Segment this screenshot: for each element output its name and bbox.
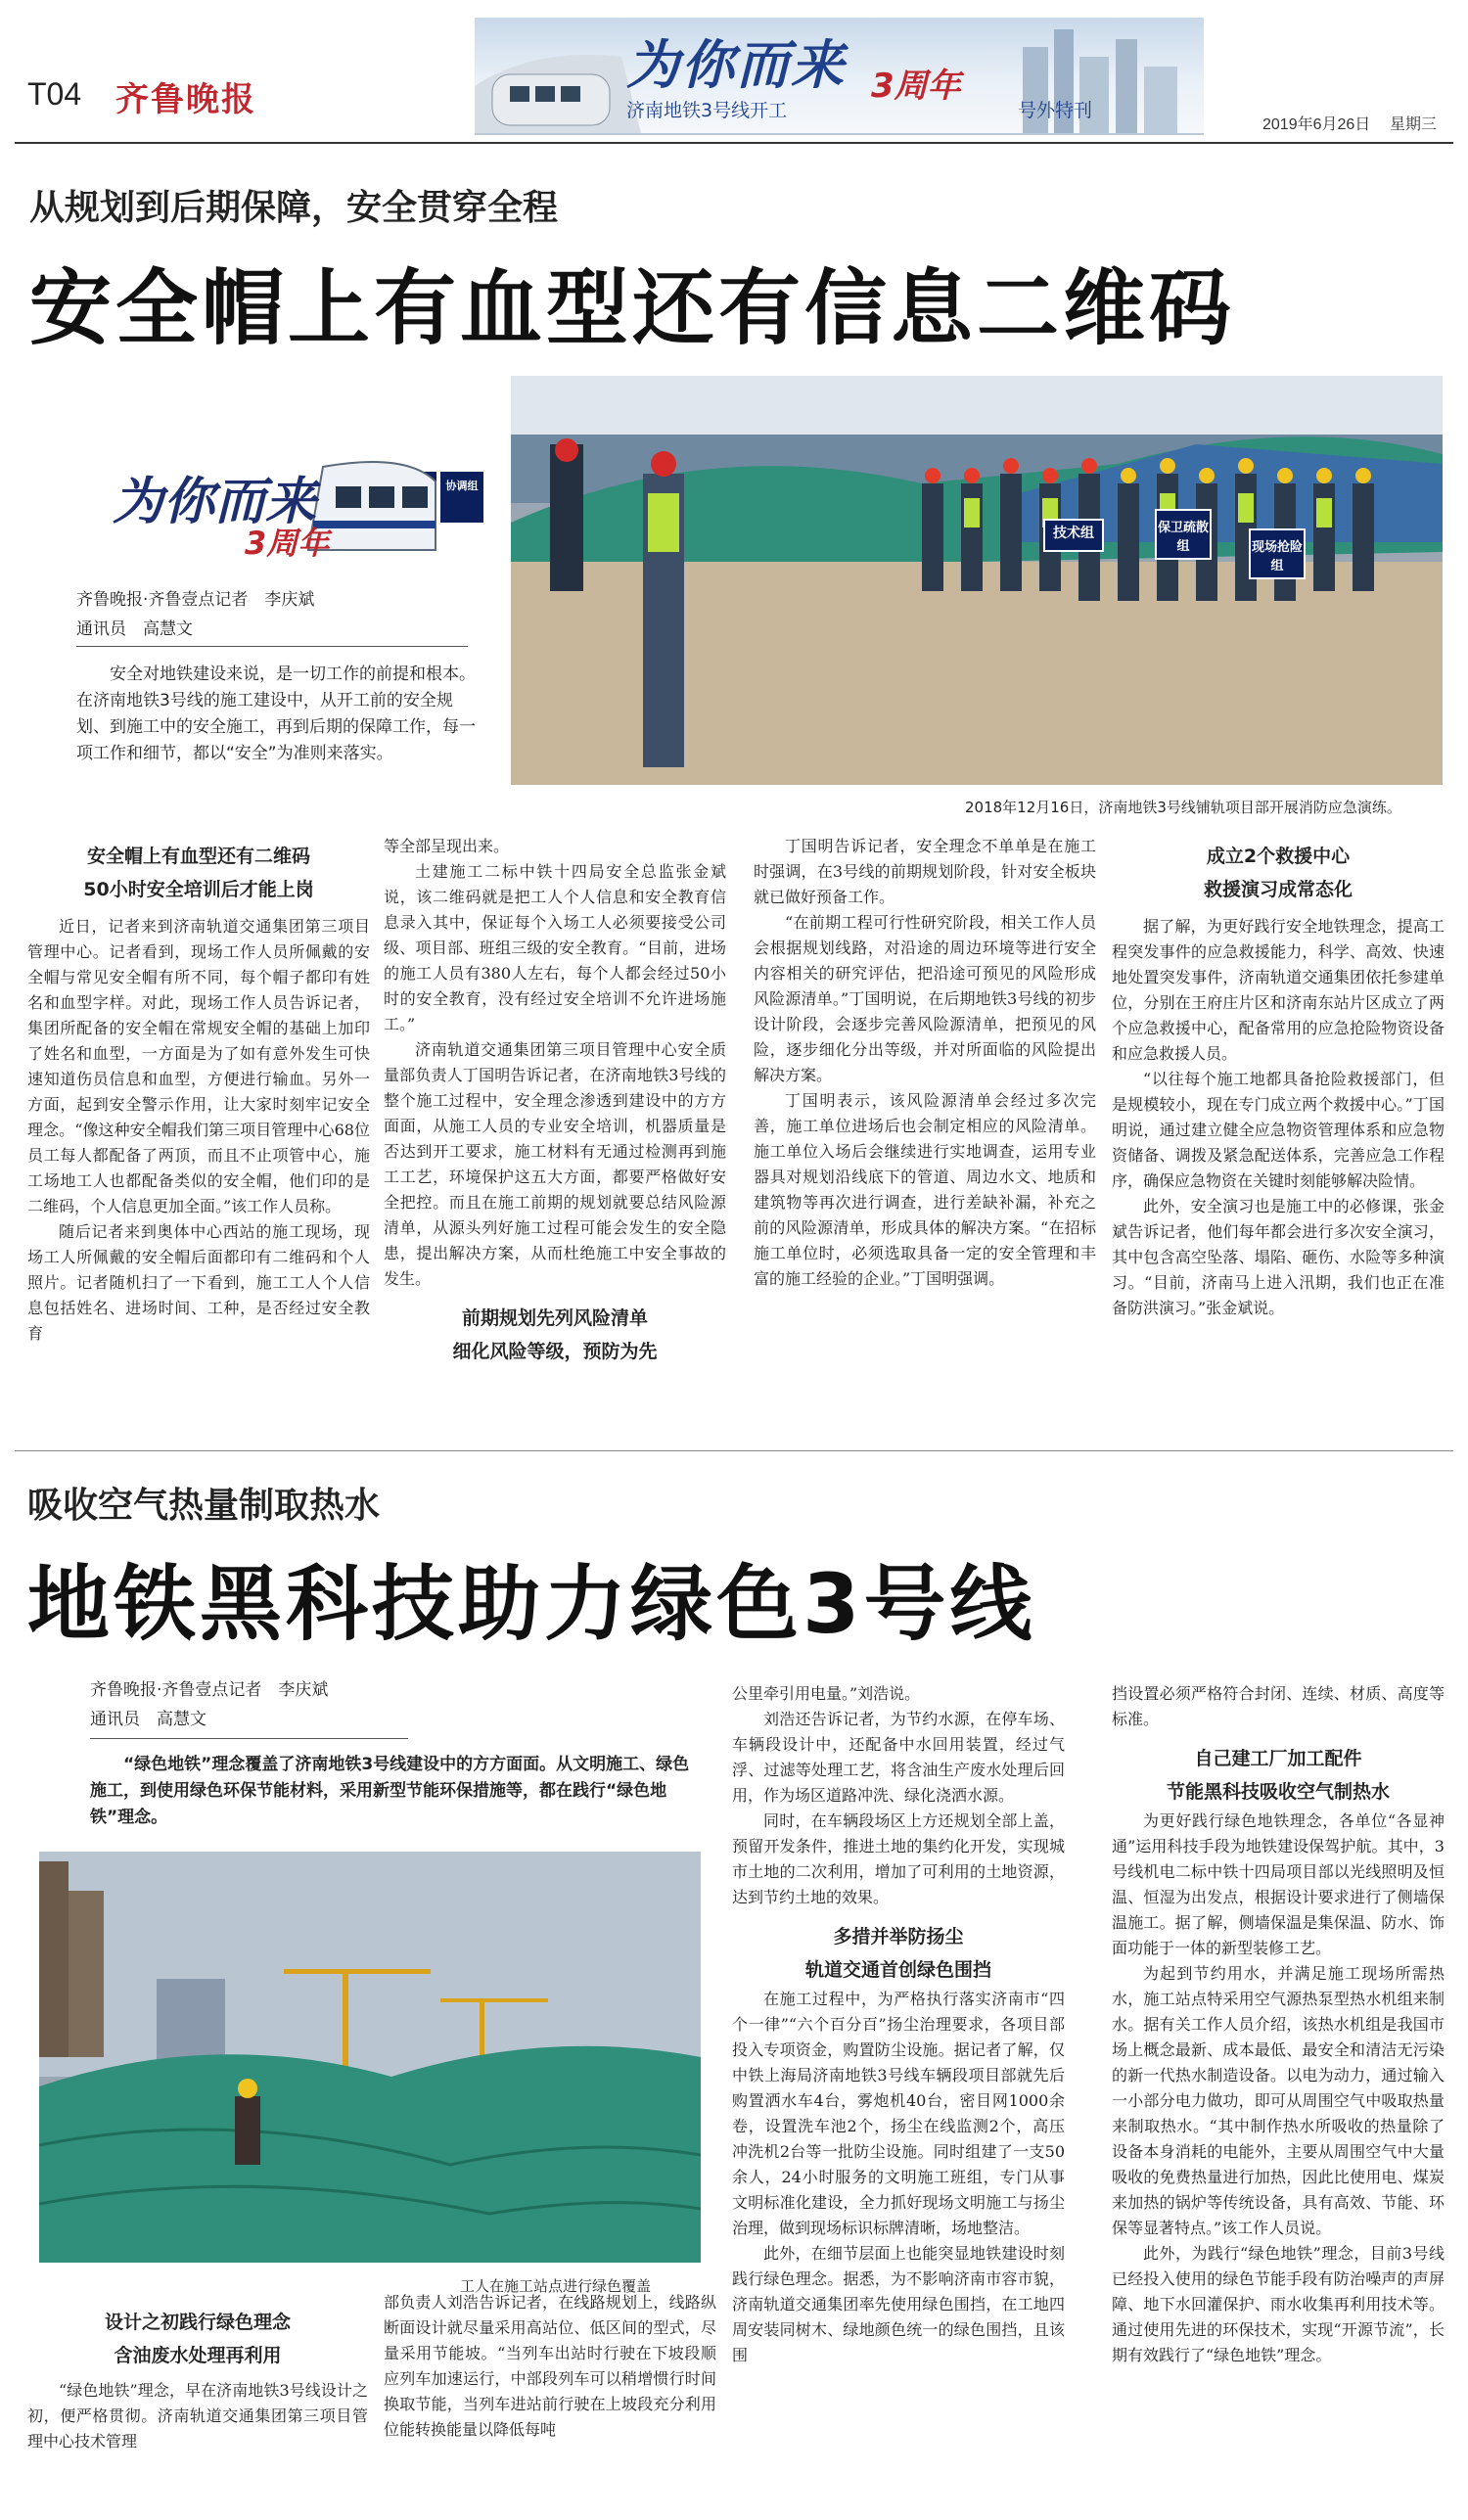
article1-col1 xyxy=(27,840,370,1347)
logo-title: 为你而来 xyxy=(113,473,317,531)
page-number: T04 xyxy=(27,76,82,112)
paragraph: “以往每个施工地都具备抢险救援部门，但是规模较小，现在专门成立两个救援中心。”丁国明说，通过建立健全应急物资管理体系和应急物资储备、调拨及紧急配送体系，完善应急工作程序，确保应急物资在关键时刻能够解决险情。 xyxy=(1112,1070,1445,1190)
article2-lead: “绿色地铁”理念覆盖了济南地铁3号线建设中的方方面面。从文明施工、绿色施工，到使用绿色环保节能材料，采用新型节能环保措施等，都在践行“绿色地铁”理念。 xyxy=(90,1755,690,1827)
paragraph: 土建施工二标中铁十四局安全总监张金斌说，该二维码就是把工人个人信息和安全教育信息录入其中，保证每个入场工人必须要接受公司级、项目部、班组三级的安全教育。“目前，进场的施工人员有380人左右，每个人都会经过50小时的安全教育，没有经过安全培训不允许进场施工。” xyxy=(384,862,726,1033)
sign-coordination: 协调组 xyxy=(438,470,485,525)
issue-date: 2019年6月26日 xyxy=(1262,116,1371,133)
paragraph: 济南轨道交通集团第三项目管理中心安全质量部负责人丁国明告诉记者，在济南地铁3号线的整个施工过程中，安全理念渗透到建设中的方方面面，从施工人员的专业安全培训，机器质量是否达到开工要求，施工材料有无通过检测再到施工工艺，环境保护这五大方面，都要严格做好安全把控。而且在施工前期的规划就要总结风险源清单，从源头列好施工过程可能会发生的安全隐患，提出解决方案，从而杜绝施工中安全事故的发生。 xyxy=(384,1040,726,1288)
byline-rule xyxy=(90,1738,408,1739)
article1-col4 xyxy=(1112,840,1445,1321)
article1-col2 xyxy=(384,834,726,1368)
article1-lead: 安全对地铁建设来说，是一切工作的前提和根本。在济南地铁3号线的施工建设中，从开工前的安全规划、到施工中的安全施工，再到后期的保障工作，每一项工作和细节，都以“安全”为准则来落实。 xyxy=(76,664,476,763)
paragraph: 此外，安全演习也是施工中的必修课，张金斌告诉记者，他们每年都会进行多次安全演习，其中包含高空坠落、塌陷、砸伤、水险等多种演习。“目前，济南马上进入汛期，我们也正在准备防洪演习。”张金斌说。 xyxy=(1112,1197,1445,1317)
paragraph: 为起到节约用水，并满足施工现场所需热水，施工站点特采用空气源热泵型热水机组来制水。据有关工作人员介绍，该热水机组是我国市场上概念最新、成本最低、最安全和清洁无污染的新一代热水制造设备。以电为动力，通过输入一小部分电力做功，即可从周围空气中吸取热量来制取热水。“其中制作热水所吸收的热量除了设备本身消耗的电能外，主要从周围空气中大量吸收的免费热量进行加热，因此比使用电、煤炭来加热的锅炉等传统设备，具有高效、节能、环保等显著特点。”该工作人员说。 xyxy=(1112,1964,1445,2237)
article2-headline: 地铁黑科技助力绿色3号线 xyxy=(27,1556,1036,1652)
article1-headline: 安全帽上有血型还有信息二维码 xyxy=(29,260,1236,356)
paragraph: 刘浩还告诉记者，为节约水源，在停车场、车辆段设计中，还配备中水回用装置，经过气浮、过滤等处理工艺，将含油生产废水处理后回用，作为场区道路冲洗、绿化浇洒水源。 xyxy=(732,1710,1065,1805)
subhead-risk-grade: 细化风险等级，预防为先 xyxy=(452,1341,658,1362)
banner-title: 为你而来 xyxy=(626,34,846,96)
article2-byline-reporter: 齐鲁晚报·齐鲁壹点记者 李庆斌 xyxy=(90,1680,329,1700)
issue-weekday: 星期三 xyxy=(1390,116,1438,133)
article1-col3 xyxy=(754,834,1096,1292)
paragraph: 丁国明表示，该风险源清单会经过多次完善，施工单位进场后也会制定相应的风险清单。施工单位入场后会继续进行实地调查，运用专业器具对规划沿线底下的管道、周边水文、地质和建筑物等再次进行调查，进行差缺补漏，补充之前的风险源清单，形成具体的解决方案。“在招标施工单位时，必须选取具备一定的安全管理和丰富的施工经验的企业。”丁国明强调。 xyxy=(754,1091,1096,1288)
subhead-design: 设计之初践行绿色理念 xyxy=(104,2312,291,2333)
article1-photo-caption: 2018年12月16日，济南地铁3号线铺轨项目部开展消防应急演练。 xyxy=(965,799,1401,816)
article2-colB xyxy=(384,2290,716,2443)
subhead-dust: 多措并举防扬尘 xyxy=(833,1926,964,1947)
sign-rescue: 现场抢险组 xyxy=(1249,528,1306,579)
subhead-green-fence: 轨道交通首创绿色围挡 xyxy=(804,1959,991,1981)
subhead-heat-pump: 节能黑科技吸收空气制热水 xyxy=(1166,1781,1390,1803)
subhead-risk-list: 前期规划先列风险清单 xyxy=(461,1307,648,1329)
paragraph: 在施工过程中，为严格执行落实济南市“四个一律”“六个百分百”扬尘治理要求，各项目部投入专项资金，购置防尘设施。据记者了解，仅中铁上海局济南地铁3号线车辆段项目部就先后购置洒水车4台，雾炮机40台，密目网1000余卷，设置洗车池2个，扬尘在线监测2个，高压冲洗机2台等一批防尘设施。同时组建了一支50余人，24小时服务的文明施工班组，专门从事文明标准化建设，全力抓好现场文明施工与扬尘治理，做到现场标识标牌清晰，场地整洁。 xyxy=(732,1990,1065,2237)
article1-photo-drill xyxy=(511,376,1443,785)
banner-tag: 号外特刊 xyxy=(1018,100,1093,121)
subhead-wastewater: 含油废水处理再利用 xyxy=(114,2345,282,2366)
logo-anniversary: 3周年 xyxy=(245,525,330,562)
newspaper-name: 齐鲁晚报 xyxy=(115,80,256,119)
banner-subtitle: 济南地铁3号线开工 xyxy=(626,100,788,121)
paragraph: 据了解，为更好践行安全地铁理念，提高工程突发事件的应急救援能力，科学、高效、快速地处置突发事件，济南轨道交通集团依托参建单位，分别在王府庄片区和济南东站片区成立了两个应急救援中心，配备常用的应急抢险物资设备和应急救援人员。 xyxy=(1112,917,1445,1063)
sign-technical: 技术组 xyxy=(1043,519,1104,552)
subhead-drill: 救援演习成常态化 xyxy=(1203,879,1353,900)
paragraph: 同时，在车辆段场区上方还规划全部上盖，预留开发条件，推进土地的集约化开发，实现城市土地的二次利用，增加了可利用的土地资源，达到节约土地的效果。 xyxy=(732,1811,1065,1906)
sign-evacuation: 保卫疏散组 xyxy=(1155,509,1212,560)
section-divider xyxy=(15,1450,1453,1451)
paragraph: “在前期工程可行性研究阶段，相关工作人员会根据规划线路，对沿途的周边环境等进行安全内容相关的研究评估，把沿途可预见的风险形成风险源清单。”丁国明说，在后期地铁3号线的初步设计阶段，会逐步完善风险源清单，把预见的风险，逐步细化分出等级，并对所面临的风险提出解决方案。 xyxy=(754,913,1096,1084)
article2-colA xyxy=(27,2306,368,2454)
subhead-helmet: 安全帽上有血型还有二维码 xyxy=(86,846,310,867)
paragraph: 此外，在细节层面上也能突显地铁建设时刻践行绿色理念。据悉，为不影响济南市容市貌，济南轨道交通集团率先使用绿色围挡，在工地四周安装同树木、绿地颜色统一的绿色围挡，且该围 xyxy=(732,2244,1065,2364)
article2-byline-correspondent: 通讯员 高慧文 xyxy=(90,1710,206,1729)
byline-rule xyxy=(76,646,468,647)
subhead-training: 50小时安全培训后才能上岗 xyxy=(83,879,314,900)
anniversary-logo xyxy=(113,442,440,565)
paragraph: 为更好践行绿色地铁理念，各单位“各显神通”运用科技手段为地铁建设保驾护航。其中，3号线机电二标中铁十四局项目部以光线照明及恒温、恒湿为出发点，根据设计要求进行了侧墙保温施工。据了解，侧墙保温是集保温、防水、饰面功能于一体的新型装修工艺。 xyxy=(1112,1811,1445,1957)
paragraph: 此外，为践行“绿色地铁”理念，目前3号线已经投入使用的绿色节能手段有防治噪声的声屏障、地下水回灌保护、雨水收集再利用技术等。通过使用先进的环保技术，实现“开源节流”，长期有效践行了“绿色地铁”理念。 xyxy=(1112,2244,1445,2364)
article1-kicker: 从规划到后期保障，安全贯穿全程 xyxy=(29,188,559,228)
paragraph: 近日，记者来到济南轨道交通集团第三项目管理中心。记者看到，现场工作人员所佩戴的安全帽与常见安全帽有所不同，每个帽子都印有姓名和血型字样。对此，现场工作人员告诉记者，集团所配备的安全帽在常规安全帽的基础上加印了姓名和血型，一方面是为了如有意外发生可快速知道伤员信息和血型，方便进行输血。另外一方面，起到安全警示作用，让大家时刻牢记安全理念。“像这种安全帽我们第三项目管理中心68位员工每人都配备了两顶，而且不止项管中心，施工场地工人也都配备类似的安全帽，他们印的是二维码，个人信息更加全面。”该工作人员称。 xyxy=(27,917,370,1215)
article2-kicker: 吸收空气热量制取热水 xyxy=(27,1486,381,1526)
subhead-factory: 自己建工厂加工配件 xyxy=(1194,1748,1362,1769)
paragraph: 丁国明告诉记者，安全理念不单单是在施工时强调，在3号线的前期规划阶段，针对安全板块就已做好预备工作。 xyxy=(754,837,1096,906)
subhead-rescue-center: 成立2个救援中心 xyxy=(1206,846,1351,867)
banner-anniversary: 3周年 xyxy=(871,67,961,106)
article2-colD xyxy=(1112,1681,1445,2368)
article2-photo-caption: 工人在施工站点进行绿色覆盖 xyxy=(460,2277,652,2295)
article2-photo-green-cover xyxy=(39,1852,701,2263)
masthead-divider xyxy=(15,142,1453,144)
article1-byline-correspondent: 通讯员 高慧文 xyxy=(76,619,193,639)
paragraph: 公里牵引用电量。”刘浩说。 xyxy=(732,1684,921,1703)
paragraph: “绿色地铁”理念，早在济南地铁3号线设计之初，便严格贯彻。济南轨道交通集团第三项目管理中心技术管理 xyxy=(27,2381,368,2451)
article2-colC xyxy=(732,1681,1065,2368)
paragraph: 随后记者来到奥体中心西站的施工现场，现场工人所佩戴的安全帽后面都印有二维码和个人照片。记者随机扫了一下看到，施工工人个人信息包括姓名、进场时间、工种，是否经过安全教育 xyxy=(27,1222,370,1343)
paragraph: 挡设置必须严格符合封闭、连续、材质、高度等标准。 xyxy=(1112,1684,1445,1728)
article1-byline-reporter: 齐鲁晚报·齐鲁壹点记者 李庆斌 xyxy=(76,590,315,610)
paragraph: 等全部呈现出来。 xyxy=(384,837,510,855)
paragraph: 部负责人刘浩告诉记者，在线路规划上，线路纵断面设计就尽量采用高站位、低区间的型式，尽量采用节能坡。“当列车出站时行驶在下坡段顺应列车加速运行，中部段列车可以稍增惯行时间换取节能，当列车进站前行驶在上坡段充分利用位能转换能量以降低每吨 xyxy=(384,2293,716,2439)
